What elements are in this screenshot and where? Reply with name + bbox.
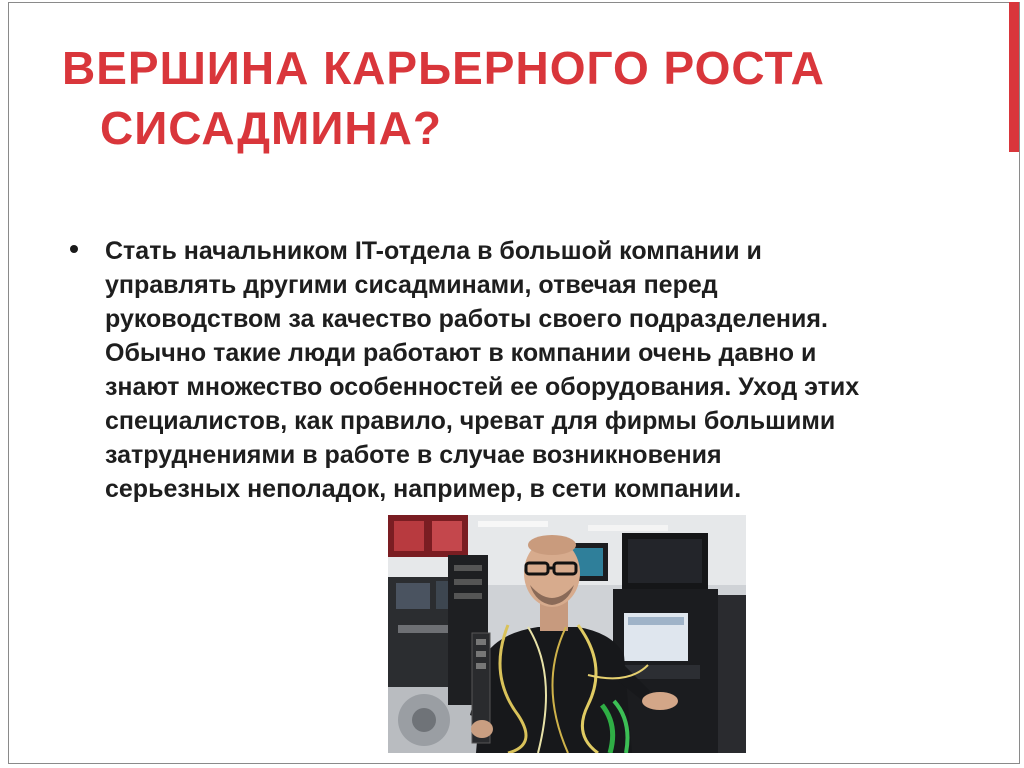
bullet-text: Стать начальником IT-отдела в большой компании и управлять другими сисадминами, отвечая перед руководством за качество работы своего подразделения. Обычно такие люди работают в компании очень давно и знают множество особенностей ее оборудования. Уход этих специалистов, как правило, чреват для фирмы большими затруднениями в работе в случае возникновения серьезных неполадок, например, в сети компании.	[105, 237, 860, 503]
bullet-icon	[70, 245, 78, 253]
slide-content	[62, 234, 982, 506]
slide-title	[62, 38, 825, 158]
title-line-1: ВЕРШИНА КАРЬЕРНОГО РОСТА	[62, 42, 825, 94]
bullet-item	[62, 234, 982, 506]
accent-bar	[1009, 2, 1019, 152]
title-line-2: СИСАДМИНА?	[100, 102, 442, 154]
sysadmin-photo	[388, 515, 746, 753]
